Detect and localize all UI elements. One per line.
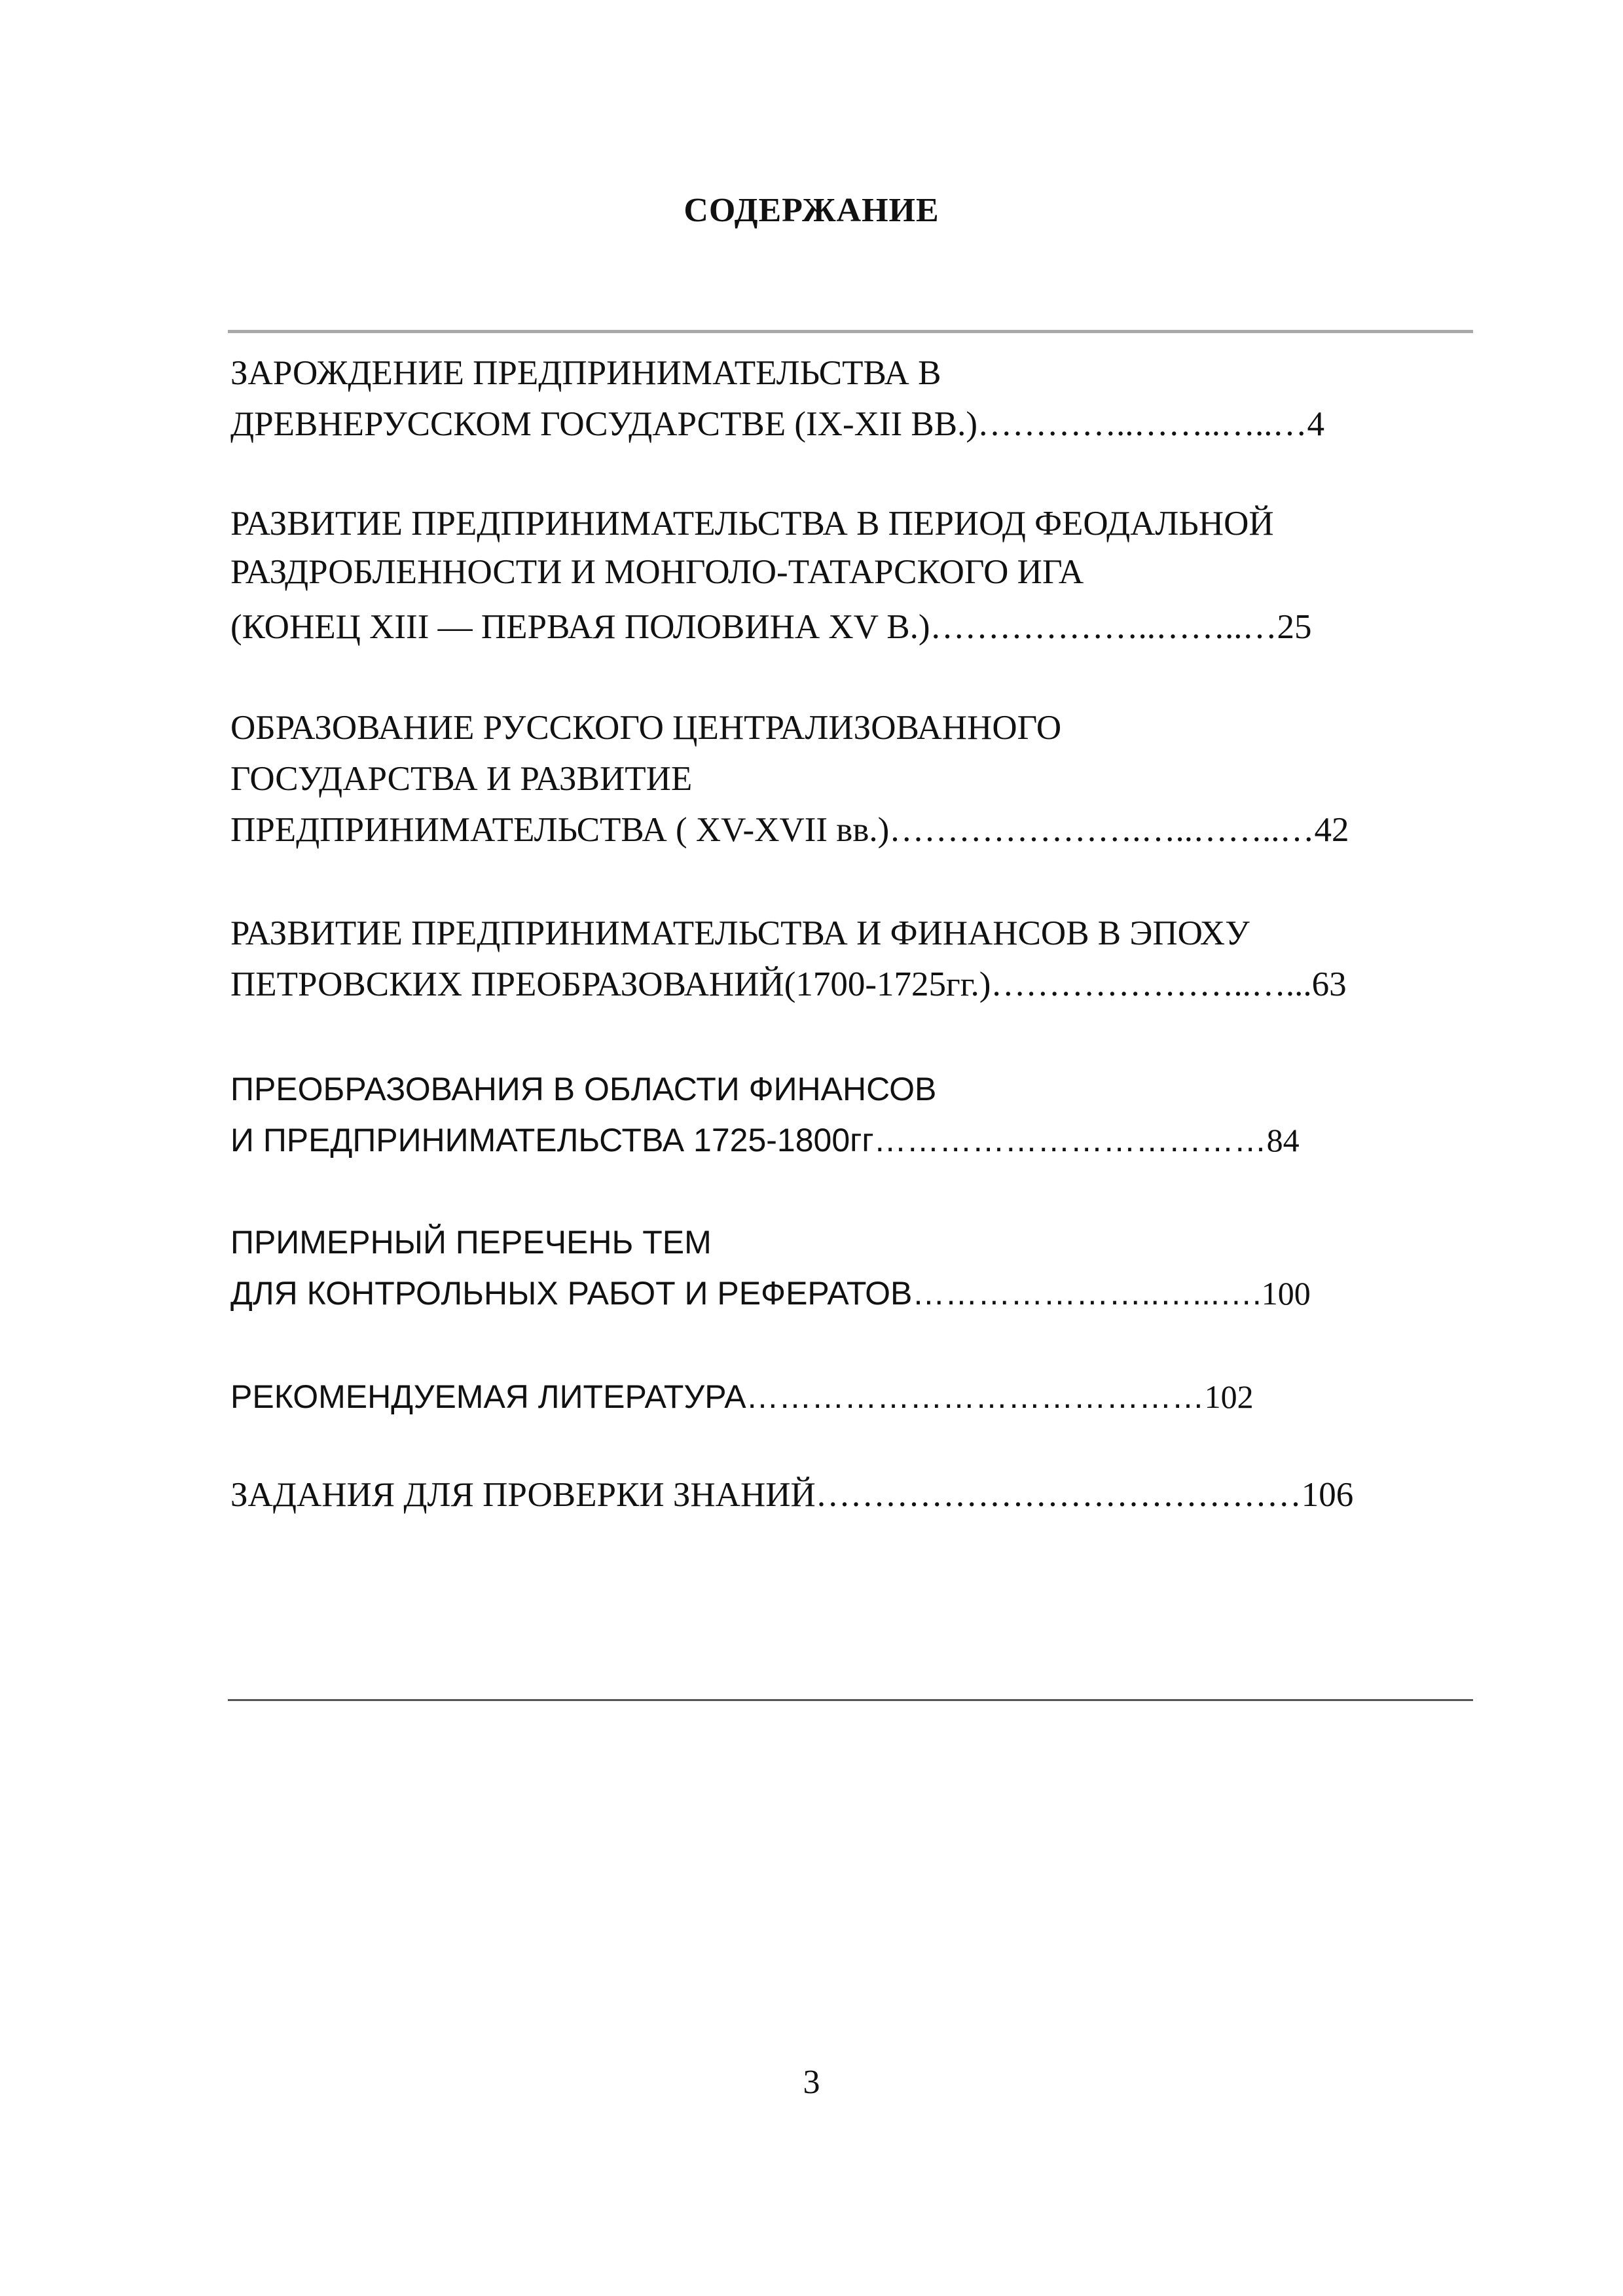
toc-entry-7-title-1: РЕКОМЕНДУЕМАЯ ЛИТЕРАТУРА…………………………………… — [230, 1378, 1205, 1415]
toc-entry-3-title-1: ОБРАЗОВАНИЕ РУССКОГО ЦЕНТРАЛИЗОВАННОГО — [230, 709, 1062, 747]
toc-entry-2-line-2[interactable] — [230, 552, 1084, 592]
toc-entry-2-page: 25 — [1277, 608, 1312, 646]
toc-entry-1-title-1: ЗАРОЖДЕНИЕ ПРЕДПРИНИМАТЕЛЬСТВА В — [230, 354, 941, 392]
toc-entry-4-title-2: ПЕТРОВСКИХ ПРЕОБРАЗОВАНИЙ(1700-1725гг.)…………………..…... — [230, 965, 1312, 1003]
toc-entry-1-title-2: ДРЕВНЕРУССКОМ ГОСУДАРСТВЕ (IX-XII ВВ.)…………..……..…..… — [230, 405, 1307, 443]
toc-entry-4-line-1[interactable] — [230, 914, 1250, 953]
toc-entry-3-line-2[interactable] — [230, 759, 692, 798]
toc-entry-5-title-1: ПРЕОБРАЗОВАНИЯ В ОБЛАСТИ ФИНАНСОВ — [230, 1071, 937, 1107]
toc-entry-6-title-1: ПРИМЕРНЫЙ ПЕРЕЧЕНЬ ТЕМ — [230, 1224, 712, 1261]
toc-entry-1-line-1[interactable] — [230, 353, 941, 393]
toc-entry-5-line-1[interactable] — [230, 1069, 936, 1109]
toc-entry-5-title-2: И ПРЕДПРИНИМАТЕЛЬСТВА 1725-1800гг……………………………… — [230, 1122, 1267, 1158]
toc-entry-8-line-1[interactable] — [230, 1475, 1353, 1515]
toc-entry-2-line-3[interactable] — [230, 607, 1312, 647]
toc-entry-1-line-2[interactable] — [230, 404, 1324, 444]
toc-entry-2-line-1[interactable] — [230, 504, 1274, 543]
toc-entry-5-page: 84 — [1266, 1122, 1300, 1158]
toc-entry-2-title-3: (КОНЕЦ XIII — ПЕРВАЯ ПОЛОВИНА XV В.)………………..……..… — [230, 608, 1277, 646]
toc-entry-3-page: 42 — [1314, 811, 1349, 849]
toc-entry-4-title-1: РАЗВИТИЕ ПРЕДПРИНИМАТЕЛЬСТВА И ФИНАНСОВ В ЭПОХУ — [230, 914, 1250, 952]
toc-entry-3-title-3: ПРЕДПРИНИМАТЕЛЬСТВА ( XV-XVII вв.)………………….…..……..… — [230, 811, 1315, 849]
toc-entry-7-page: 102 — [1204, 1378, 1254, 1415]
toc-entry-3-title-2: ГОСУДАРСТВА И РАЗВИТИЕ — [230, 760, 693, 798]
toc-entry-6-line-2[interactable] — [230, 1274, 1311, 1313]
toc-entry-6-line-1[interactable] — [230, 1223, 712, 1262]
toc-entry-8-page: 106 — [1301, 1476, 1354, 1514]
page-number: 3 — [803, 2064, 820, 2101]
page-title: СОДЕРЖАНИЕ — [684, 192, 939, 229]
toc-entry-6-page: 100 — [1261, 1275, 1311, 1312]
toc-entry-6-title-2: ДЛЯ КОНТРОЛЬНЫХ РАБОТ И РЕФЕРАТОВ…………………..…...…. — [230, 1275, 1262, 1312]
toc-entry-3-line-1[interactable] — [230, 708, 1061, 747]
toc-entry-2-title-2: РАЗДРОБЛЕННОСТИ И МОНГОЛО-ТАТАРСКОГО ИГА — [230, 553, 1084, 591]
bottom-divider — [228, 1699, 1473, 1701]
top-divider — [228, 330, 1473, 333]
toc-entry-1-page: 4 — [1307, 405, 1325, 443]
toc-entry-4-page: 63 — [1311, 965, 1347, 1003]
toc-entry-4-line-2[interactable] — [230, 965, 1347, 1004]
toc-entry-7-line-1[interactable] — [230, 1377, 1254, 1416]
toc-entry-2-title-1: РАЗВИТИЕ ПРЕДПРИНИМАТЕЛЬСТВА В ПЕРИОД ФЕОДАЛЬНОЙ — [230, 505, 1274, 543]
toc-entry-3-line-3[interactable] — [230, 810, 1349, 850]
toc-entry-5-line-2[interactable] — [230, 1121, 1300, 1160]
toc-entry-8-title-1: ЗАДАНИЯ ДЛЯ ПРОВЕРКИ ЗНАНИЙ…………………………………… — [230, 1476, 1302, 1514]
